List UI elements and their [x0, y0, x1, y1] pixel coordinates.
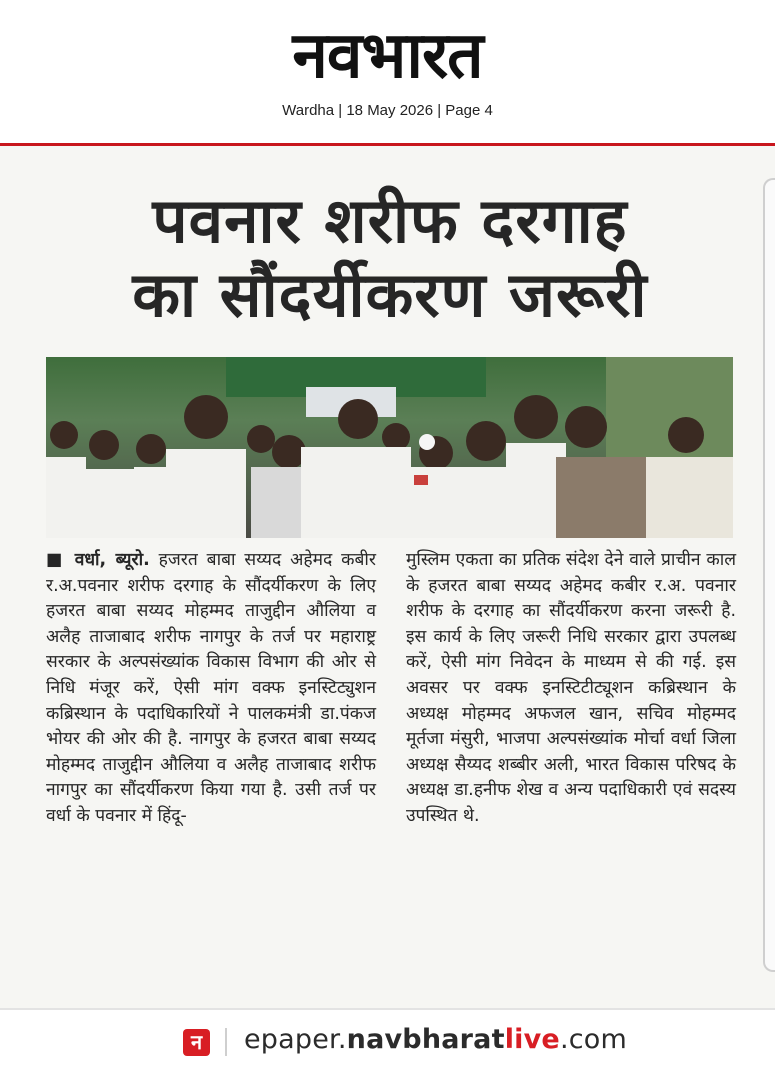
article-column-1 [46, 548, 376, 830]
footer-separator [225, 1028, 227, 1056]
footer [0, 1010, 775, 1067]
masthead [0, 0, 775, 146]
newspaper-logo[interactable]: नवभारत [292, 19, 483, 93]
url-part-live: live [504, 1024, 560, 1055]
headline-line-2: का सौंदर्यीकरण जरूरी [132, 258, 648, 331]
article-photo [46, 357, 733, 538]
column-2-text: मुस्लिम एकता का प्रतिक संदेश देने वाले प्राचीन काल के हजरत बाबा सय्यद अहेमद कबीर र.अ. पवनार शरीफ के दरगाह का सौंदर्यीकरण करना जरूरी है. इस कार्य के लिए जरूरी निधि सरकार द्वारा उपलब्ध करें, ऐसी मांग निवेदन के माध्यम से की गई. इस अवसर पर वक्फ इनस्टिटीट्यूशन कब्रिस्थान के अध्यक्ष मोहम्मद अफजल खान, सचिव मोहम्मद मूर्तजा मंसुरी, भाजपा अल्पसंख्यांक मोर्चा वर्धा जिला अध्यक्ष सैय्यद शब्बीर अली, भारत विकास परिषद के अध्यक्ष डा.हनीफ शेख व अन्य पदाधिकारी एवं सदस्य उपस्थित थे. [406, 550, 736, 826]
article-headline [40, 184, 740, 332]
dateline: Wardha | 18 May 2026 | Page 4 [282, 102, 493, 119]
headline-line-1: पवनार शरीफ दरगाह [152, 184, 628, 257]
url-part-navbharat: navbharat [346, 1024, 505, 1055]
column-1-text: हजरत बाबा सय्यद अहेमद कबीर र.अ.पवनार शरीफ दरगाह के सौंदर्यीकरण के लिए हजरत बाबा सय्यद मोहम्मद ताजुद्दीन औलिया व अलैह ताजाबाद शरीफ नागपुर के तर्ज पर महाराष्ट्र सरकार के अल्पसंख्यांक विकास विभाग की ओर से निधि मंजूर करें, ऐसी मांग वक्फ इनस्टिट्युशन कब्रिस्थान के पदाधिकारियों ने पालकमंत्री डा.पंकज भोयर की ओर की है. नागपुर के हजरत बाबा सय्यद मोहम्मद ताजुद्दीन औलिया व अलैह ताजाबाद शरीफ नागपुर का सौंदर्यीकरण किया गया है. उसी तर्ज पर वर्धा के पवनार में हिंदू- [46, 550, 377, 826]
navbharat-logo-icon[interactable]: न [183, 1029, 210, 1056]
epaper-url-link[interactable] [244, 1024, 627, 1055]
side-scroll-handle[interactable] [763, 178, 775, 972]
url-part-epaper: epaper. [244, 1024, 347, 1055]
article-column-2 [406, 548, 736, 830]
lead-square-icon: ■ [46, 550, 66, 570]
group-photo-image [46, 357, 733, 538]
url-part-com: .com [559, 1024, 628, 1055]
article-dateline-place: वर्धा, ब्यूरो. [74, 550, 150, 570]
